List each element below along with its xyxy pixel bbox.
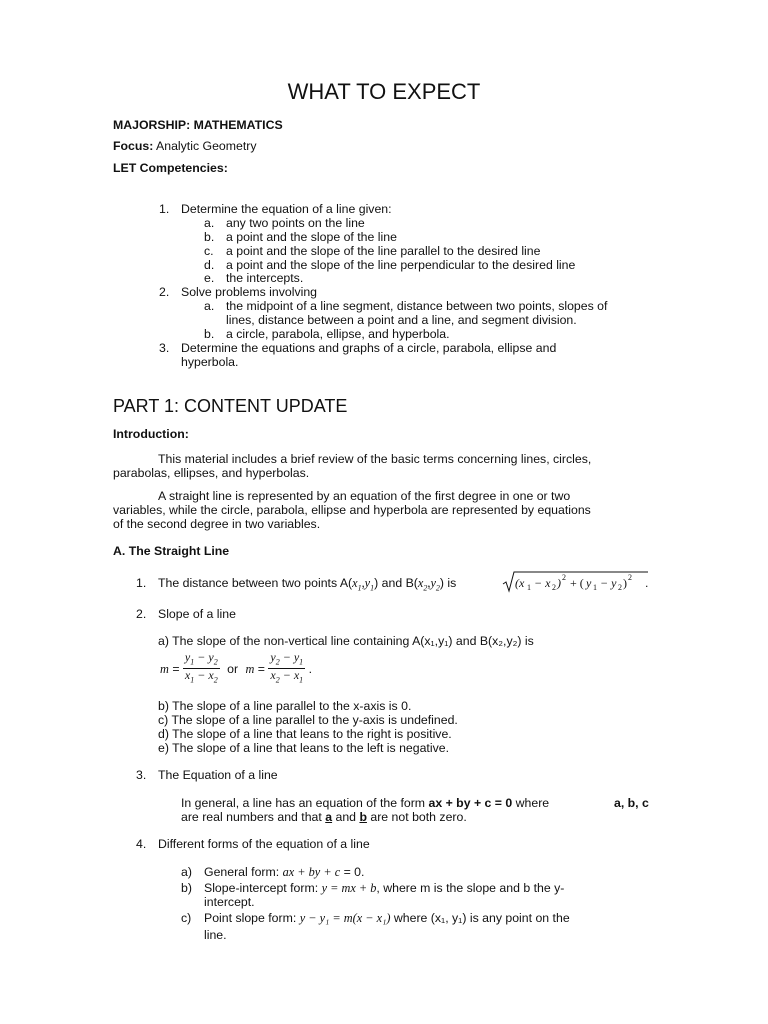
form-b-equation: y = mx + b (321, 881, 377, 895)
form-b-post: , where m is the slope and b the y- (376, 881, 565, 895)
competency-2-num: 2. (159, 285, 170, 299)
item-1-text: The distance between two points $A(x_1,y_1)$ and $B(x_2,y_2)$ is (158, 576, 457, 593)
item-3-num: 3. (136, 768, 147, 782)
competency-2b-label: b. (204, 327, 215, 341)
distance-formula (502, 570, 652, 592)
competency-1a-label: a. (204, 216, 215, 230)
form-c-text (204, 911, 570, 925)
competency-1c-label: c. (204, 244, 214, 258)
competency-1d-label: d. (204, 258, 215, 272)
slope-a-text: a) The slope of the non-vertical line containing A(x₁,y₁) and B(x₂,y₂) is (158, 634, 534, 648)
svg-text:2: 2 (618, 583, 622, 592)
form-a-post: = 0. (340, 865, 365, 879)
item-1-text-start: The distance between two points A( (158, 576, 353, 590)
slope-item-c: c) The slope of a line parallel to the y-axis is undefined. (158, 713, 458, 727)
majorship-label: MAJORSHIP: MATHEMATICS (113, 118, 283, 132)
section-a-heading: A. The Straight Line (113, 544, 230, 558)
general-form-line2-post: are not both zero. (366, 810, 467, 824)
general-form-line2-pre: are real numbers and that (181, 810, 326, 824)
svg-text:− x: − x (534, 576, 551, 590)
item-4-num: 4. (136, 837, 147, 851)
item-3-text: The Equation of a line (158, 768, 278, 782)
item-2-text: Slope of a line (158, 607, 236, 621)
focus-label: Focus: (113, 139, 154, 153)
competency-3-text-1: Determine the equations and graphs of a circle, parabola, ellipse and (181, 341, 557, 355)
svg-text:1: 1 (527, 583, 531, 592)
slope-fraction-2: $\frac{y_2 - y_1}{x_2 - x_1}$ (270, 650, 304, 685)
form-b-line2: intercept. (204, 895, 255, 909)
competencies-label: LET Competencies: (113, 161, 228, 175)
competency-1c-text: a point and the slope of the line parallel to the desired line (226, 244, 541, 258)
item-1-text-end: ) is (439, 576, 457, 590)
competency-3-text-2: hyperbola. (181, 355, 239, 369)
svg-text:2: 2 (562, 573, 566, 582)
item-1-text-mid: ) and B( (374, 576, 418, 590)
competency-1e-text: the intercepts. (226, 271, 304, 285)
form-a-text (204, 865, 364, 879)
general-form-pre: In general, a line has an equation of the form (181, 796, 429, 810)
competency-1a-text: any two points on the line (226, 216, 365, 230)
part1-heading: PART 1: CONTENT UPDATE (113, 396, 348, 416)
svg-text:(x: (x (515, 576, 525, 590)
focus-line (113, 139, 257, 153)
distance-period: . (645, 576, 649, 590)
intro-p1-line2: parabolas, ellipses, and hyperbolas. (113, 466, 310, 480)
form-c-pre: Point slope form: (204, 911, 300, 925)
intro-p2-line2: variables, while the circle, parabola, ellipse and hyperbola are represented by equations (113, 503, 591, 517)
competency-1-num: 1. (159, 202, 170, 216)
general-form-equation: ax + by + c = 0 (428, 796, 513, 810)
form-b-label: b) (181, 881, 192, 895)
svg-text:): ) (623, 576, 627, 590)
intro-p2-line1: A straight line is represented by an equation of the first degree in one or two (158, 489, 571, 503)
form-c-label: c) (181, 911, 192, 925)
focus-value: Analytic Geometry (153, 139, 257, 153)
svg-text:): ) (557, 576, 561, 590)
item-2-num: 2. (136, 607, 147, 621)
form-a-label: a) (181, 865, 192, 879)
form-c-post: where (x₁, y₁) is any point on the (390, 911, 570, 925)
form-a-pre: General form: (204, 865, 283, 879)
competency-2a-label: a. (204, 299, 215, 313)
svg-text:2: 2 (628, 573, 632, 582)
slope-item-b: b) The slope of a line parallel to the x-axis is 0. (158, 699, 412, 713)
svg-text:1: 1 (593, 583, 597, 592)
svg-text:− y: − y (600, 576, 617, 590)
svg-text:2: 2 (552, 583, 556, 592)
item-1-num: 1. (136, 576, 147, 590)
radical-icon (502, 570, 652, 594)
general-form-b: b (359, 810, 367, 824)
item-4-text: Different forms of the equation of a line (158, 837, 370, 851)
intro-label: Introduction: (113, 427, 189, 441)
general-form-abc: a, b, c (614, 796, 649, 810)
slope-item-e: e) The slope of a line that leans to the left is negative. (158, 741, 449, 755)
slope-fraction-1: $\frac{y_1 - y_2}{x_1 - x_2}$ (184, 650, 218, 685)
page-title: WHAT TO EXPECT (287, 79, 481, 104)
form-b-text (204, 881, 564, 895)
slope-or: or (227, 661, 239, 676)
form-c-equation: y − y₁ = m(x − x₁) (299, 911, 391, 925)
competency-1b-text: a point and the slope of the line (226, 230, 397, 244)
competency-1e-label: e. (204, 271, 215, 285)
general-form-where: where (512, 796, 550, 810)
competency-2-text: Solve problems involving (181, 285, 318, 299)
competency-1d-text: a point and the slope of the line perpendicular to the desired line (226, 258, 576, 272)
form-a-equation: ax + by + c (282, 865, 341, 879)
competency-3-num: 3. (159, 341, 170, 355)
competency-2a-text-1: the midpoint of a line segment, distance between two points, slopes of (226, 299, 608, 313)
svg-text:+ (: + ( (570, 576, 584, 590)
competency-1-text: Determine the equation of a line given: (181, 202, 392, 216)
general-form-line2 (181, 810, 467, 824)
slope-item-d: d) The slope of a line that leans to the right is positive. (158, 727, 452, 741)
intro-p1-line1: This material includes a brief review of the basic terms concerning lines, circles, (158, 452, 592, 466)
general-form-line1 (181, 796, 549, 810)
svg-text:y: y (586, 576, 592, 590)
competency-2b-text: a circle, parabola, ellipse, and hyperbola. (226, 327, 450, 341)
intro-p2-line3: of the second degree in two variables. (113, 517, 321, 531)
form-b-pre: Slope-intercept form: (204, 881, 322, 895)
general-form-a: a (325, 810, 333, 824)
competency-2a-text-2: lines, distance between a point and a line, and segment division. (226, 313, 577, 327)
competency-1b-label: b. (204, 230, 215, 244)
general-form-and: and (332, 810, 360, 824)
slope-formula: m = $\frac{y_1 - y_2}{x_1 - x_2}$ or m = $\frac{y_2 - y_1}{x_2 - x_1}$ . (160, 650, 312, 685)
form-c-line2: line. (204, 928, 227, 942)
